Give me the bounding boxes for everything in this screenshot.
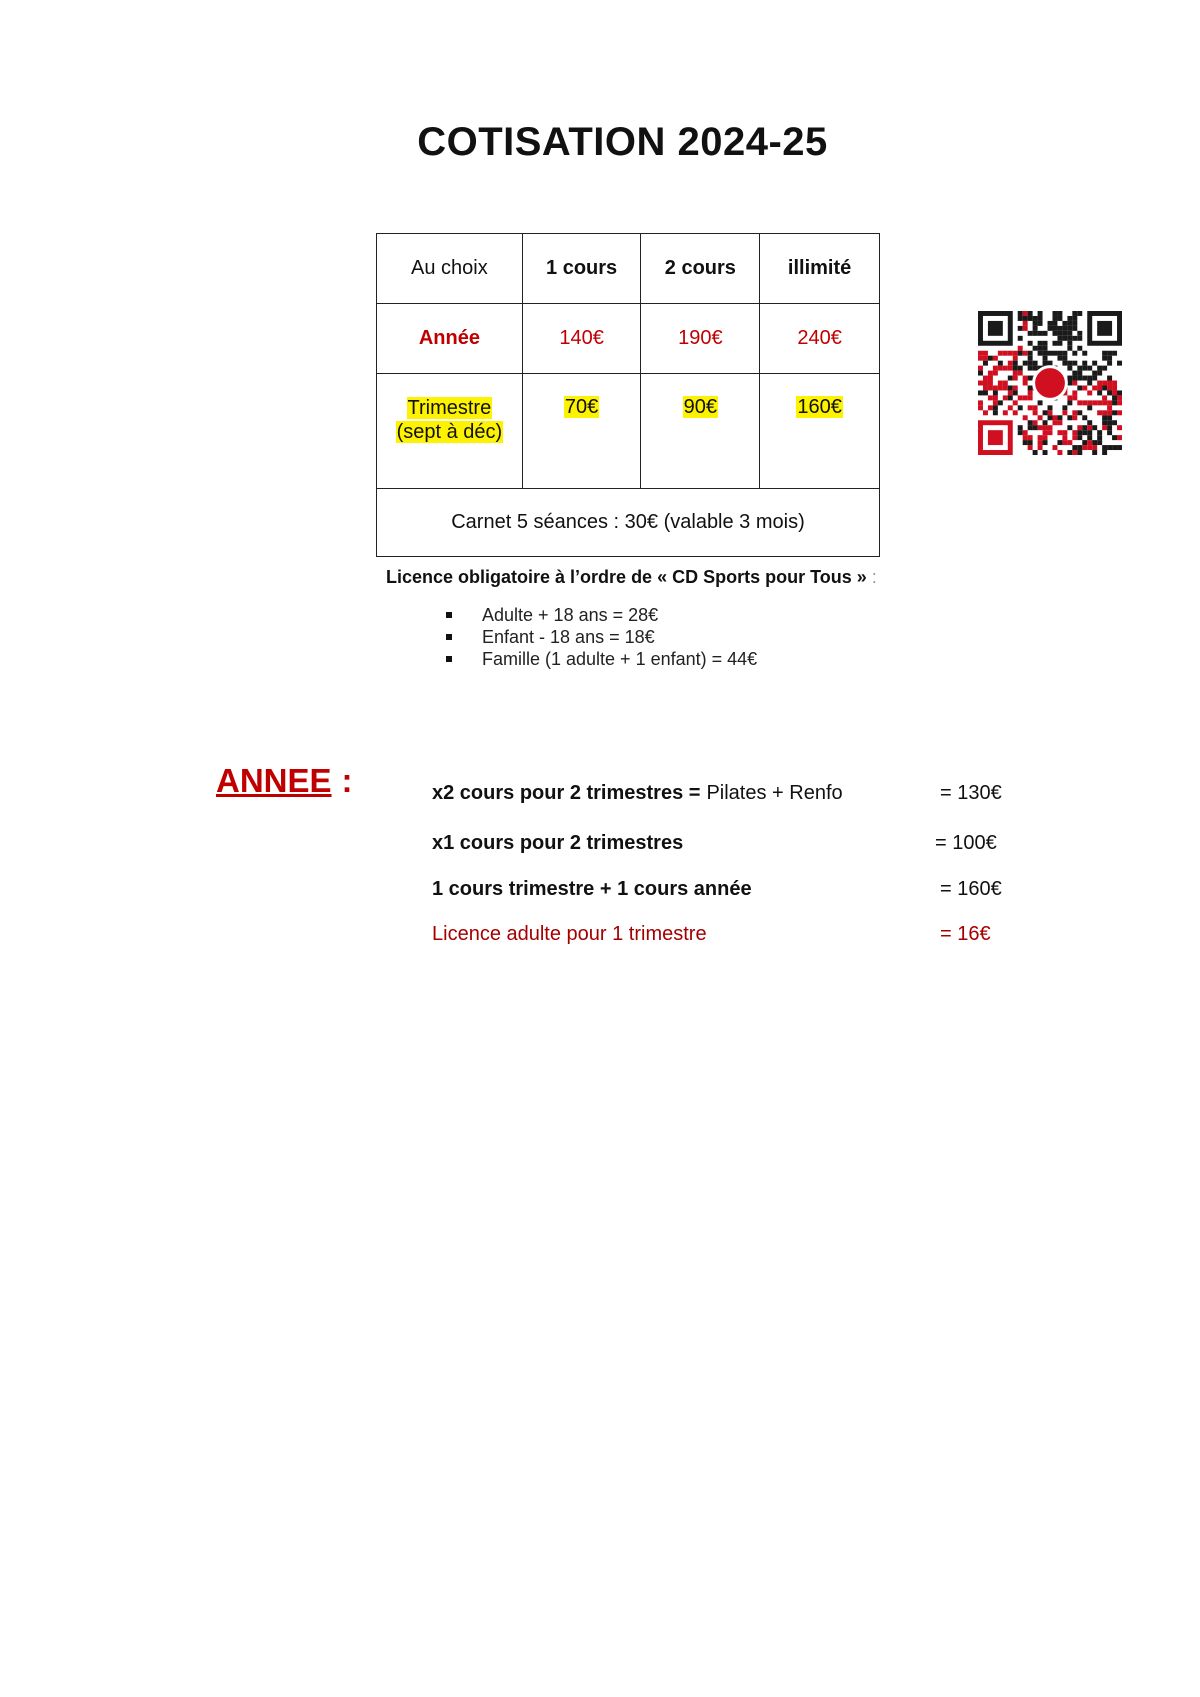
trimestre-period: (sept à déc) <box>396 421 503 443</box>
annee-row-2 <box>432 832 683 855</box>
price-trimestre-2-cours: 90€ <box>683 396 718 418</box>
price-annee-illimite: 240€ <box>760 304 880 374</box>
licence-colon: : <box>871 567 877 587</box>
page-title: COTISATION 2024-25 <box>417 120 828 164</box>
header-2-cours: 2 cours <box>641 234 760 304</box>
licence-enfant: Enfant - 18 ans = 18€ <box>482 627 655 647</box>
bullet-icon <box>446 612 452 618</box>
annee-heading <box>216 762 353 800</box>
annee-row-2-value: = 100€ <box>935 832 997 854</box>
annee-colon: : <box>341 762 353 799</box>
pricing-table <box>376 233 880 557</box>
annee-row-3-text: 1 cours trimestre + 1 cours année <box>432 878 752 900</box>
bullet-icon <box>446 656 452 662</box>
trimestre-label: Trimestre <box>407 397 492 419</box>
price-annee-1-cours: 140€ <box>522 304 641 374</box>
table-row-trimestre <box>377 374 880 489</box>
licence-famille: Famille (1 adulte + 1 enfant) = 44€ <box>482 649 758 669</box>
annee-heading-text: ANNEE <box>216 762 332 799</box>
annee-row-4-value: = 16€ <box>940 923 991 945</box>
header-au-choix: Au choix <box>377 234 523 304</box>
header-1-cours: 1 cours <box>522 234 641 304</box>
price-annee-2-cours: 190€ <box>641 304 760 374</box>
licence-list <box>446 604 757 670</box>
annee-row-1 <box>432 782 843 805</box>
list-item <box>446 604 757 626</box>
annee-row-2-text: x1 cours pour 2 trimestres <box>432 832 684 854</box>
annee-row-1-text: x2 cours pour 2 trimestres = <box>432 782 701 804</box>
list-item <box>446 626 757 648</box>
price-trimestre-1-cours: 70€ <box>564 396 599 418</box>
price-trimestre-illimite-cell <box>760 374 880 489</box>
annee-row-1-value: = 130€ <box>940 782 1002 804</box>
carnet-text: Carnet 5 séances : 30€ (valable 3 mois) <box>377 489 880 557</box>
row-label-annee: Année <box>377 304 523 374</box>
qr-code-icon <box>978 311 1122 455</box>
licence-title <box>386 567 877 588</box>
list-item <box>446 648 757 670</box>
price-trimestre-1-cours-cell <box>522 374 641 489</box>
table-header-row <box>377 234 880 304</box>
header-illimite: illimité <box>760 234 880 304</box>
annee-row-3-value: = 160€ <box>940 878 1002 900</box>
bullet-icon <box>446 634 452 640</box>
annee-row-4 <box>432 923 707 946</box>
annee-row-4-text: Licence adulte pour 1 trimestre <box>432 923 707 945</box>
price-trimestre-2-cours-cell <box>641 374 760 489</box>
licence-title-text: Licence obligatoire à l’ordre de « CD Sports pour Tous » <box>386 567 867 587</box>
annee-row-1-extra: Pilates + Renfo <box>706 782 843 804</box>
table-row-annee <box>377 304 880 374</box>
annee-row-3 <box>432 878 752 901</box>
row-label-trimestre <box>377 374 523 489</box>
licence-adulte: Adulte + 18 ans = 28€ <box>482 605 659 625</box>
price-trimestre-illimite: 160€ <box>797 396 842 418</box>
table-row-carnet <box>377 489 880 557</box>
